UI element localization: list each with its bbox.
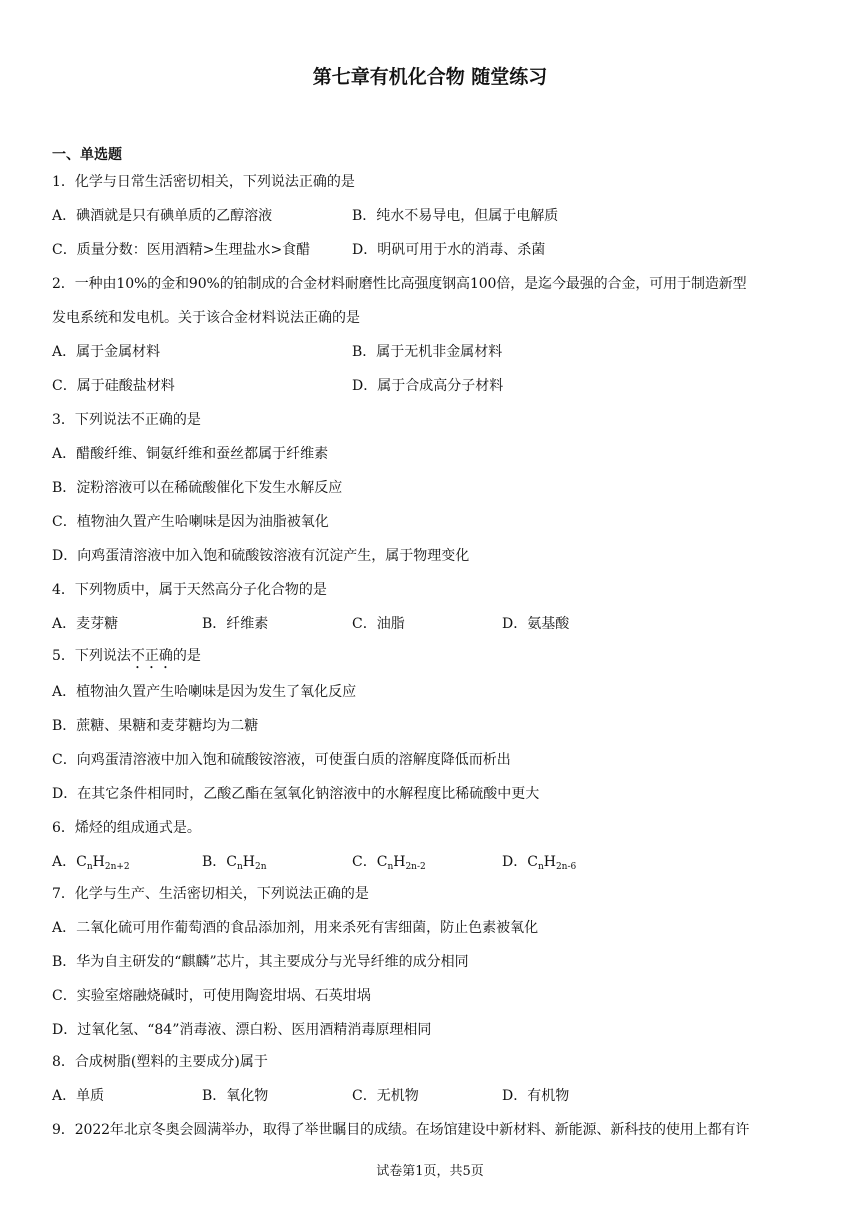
question-3-option-c: C．植物油久置产生哈喇味是因为油脂被氧化 [52,514,329,530]
formula-subscript: n [387,862,394,872]
section-heading: 一、单选题 [52,147,122,163]
formula-subscript: n [537,862,544,872]
question-4-option-b: B．纤维素 [202,616,269,632]
page-title: 第七章有机化合物 随堂练习 [312,66,548,88]
question-1-option-d: D．明矾可用于水的消毒、杀菌 [352,242,546,258]
question-6-option-c [352,852,426,877]
question-3-stem: 3．下列说法不正确的是 [52,412,201,428]
formula-subscript: 2n+2 [104,862,130,872]
formula-subscript: n [237,862,243,872]
formula-text: H [393,854,406,870]
question-5-option-c: C．向鸡蛋清溶液中加入饱和硫酸铵溶液，可使蛋白质的溶解度降低而析出 [52,752,511,768]
formula-text: H [242,854,256,870]
question-8-option-d: D．有机物 [502,1088,570,1104]
question-4-option-d: D．氨基酸 [502,616,570,632]
formula-text: B．C [202,854,237,870]
question-4-option-c: C．油脂 [352,616,405,632]
formula-text: H [543,854,556,870]
question-8-option-c: C．无机物 [352,1088,419,1104]
question-7-option-b: B．华为自主研发的“麒麟”芯片，其主要成分与光导纤维的成分相同 [52,954,469,970]
formula-subscript: n [86,862,93,872]
question-7-stem: 7．化学与生产、生活密切相关，下列说法正确的是 [52,886,369,902]
formula-subscript: 2n-2 [405,862,426,872]
question-5-stem-prefix: 5．下列说法 [52,648,131,664]
question-3-option-d: D．向鸡蛋清溶液中加入饱和硫酸铵溶液有沉淀产生，属于物理变化 [52,548,470,564]
question-6-option-b [202,852,267,877]
question-6-option-a [52,852,130,877]
question-8-option-a: A．单质 [52,1088,105,1104]
question-4-option-a: A．麦芽糖 [52,616,119,632]
question-2-stem-line-2: 发电系统和发电机。关于该合金材料说法正确的是 [52,310,360,326]
question-2-option-d: D．属于合成高分子材料 [352,378,504,394]
question-1-option-c: C．质量分数：医用酒精>生理盐水>食醋 [52,242,311,258]
question-2-option-b: B．属于无机非金属材料 [352,344,503,360]
question-9-stem: 9．2022年北京冬奥会圆满举办，取得了举世瞩目的成绩。在场馆建设中新材料、新能源、新科技的使用上都有许 [52,1122,750,1138]
page-footer: 试卷第1页，共5页 [376,1164,484,1179]
formula-text: H [92,854,105,870]
question-5-stem-suffix: 的是 [172,648,201,664]
question-4-stem: 4．下列物质中，属于天然高分子化合物的是 [52,582,327,598]
question-2-option-a: A．属于金属材料 [52,344,161,360]
question-5-option-a: A．植物油久置产生哈喇味是因为发生了氧化反应 [52,684,357,700]
question-1-stem: 1．化学与日常生活密切相关，下列说法正确的是 [52,174,355,190]
question-7-option-d: D．过氧化氢、“84”消毒液、漂白粉、医用酒精消毒原理相同 [52,1022,432,1038]
question-7-option-c: C．实验室熔融烧碱时，可使用陶瓷坩埚、石英坩埚 [52,988,371,1004]
question-5-stem-emphasis: 不正确 [130,648,173,664]
formula-text: A．C [52,854,87,870]
question-1-option-a: A．碘酒就是只有碘单质的乙醇溶液 [52,208,273,224]
question-2-option-c: C．属于硅酸盐材料 [52,378,175,394]
formula-text: C．C [352,854,388,870]
question-1-option-b: B．纯水不易导电，但属于电解质 [352,208,559,224]
question-3-option-a: A．醋酸纤维、铜氨纤维和蚕丝都属于纤维素 [52,446,329,462]
question-5-stem [52,646,201,672]
question-8-stem: 8．合成树脂(塑料的主要成分)属于 [52,1054,268,1070]
question-6-option-d [502,852,576,877]
formula-text: D．C [502,854,538,870]
question-3-option-b: B．淀粉溶液可以在稀硫酸催化下发生水解反应 [52,480,343,496]
question-2-stem-line-1: 2．一种由10%的金和90%的铂制成的合金材料耐磨性比高强度钢高100倍，是迄今最强的合金，可用于制造新型 [52,276,747,292]
question-7-option-a: A．二氧化硫可用作葡萄酒的食品添加剂，用来杀死有害细菌，防止色素被氧化 [52,920,539,936]
formula-subscript: 2n-6 [555,862,577,872]
question-5-option-d: D．在其它条件相同时，乙酸乙酯在氢氧化钠溶液中的水解程度比稀硫酸中更大 [52,786,540,802]
question-8-option-b: B．氧化物 [202,1088,269,1104]
formula-subscript: 2n [255,862,267,872]
question-5-option-b: B．蔗糖、果糖和麦芽糖均为二糖 [52,718,259,734]
question-6-stem: 6．烯烃的组成通式是。 [52,820,201,836]
